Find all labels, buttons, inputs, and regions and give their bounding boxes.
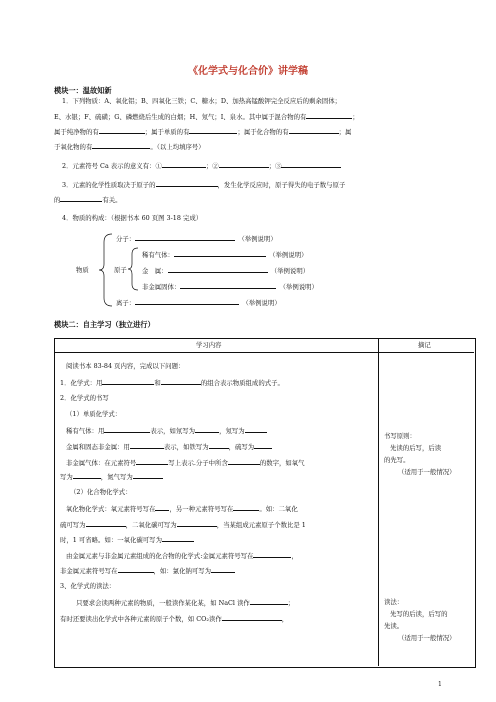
q2-line: 2．元素符号 Ca 表示的意义有：① ；② ；③ — [62, 161, 341, 170]
q1-line2: E、水银；F、硫磺；G、磷燃烧后生成的白烟；H、氖气；I、泉水。其中属于混合物的有 ； — [54, 113, 359, 121]
q4-intro: 4．物质的构成：（根据书本 60 页图 3-18 完成） — [62, 214, 203, 222]
m2-line11: 时，1 可省略。如：一氧化碳可写为 — [60, 535, 194, 544]
m2-line10: 硫可写为 ，二氧化碳可写为 ，当某组成元素原子个数比是 1 — [60, 521, 306, 529]
notes-header-line — [378, 352, 474, 353]
note1-line0: 书写原则： — [384, 432, 416, 440]
note1-line2: 的先写。 — [384, 456, 410, 464]
col-header-content: 学习内容 — [196, 341, 222, 349]
tree-root-substance: 物质 — [76, 266, 89, 274]
tree-molecule: 分子： （举例说明） — [116, 235, 277, 243]
note2-line3: （适用于一般情况） — [398, 634, 456, 642]
q3-line2: 的 有关。 — [54, 196, 122, 204]
m2-line7: 写为 ，氮气写为 — [60, 472, 163, 481]
tree-metal: 金 属： （举例说明） — [142, 267, 310, 275]
m2-line4: 稀有气体：用 表示，如氖写为 ，氖写为 — [66, 426, 267, 435]
page-title: 《化学式与化合价》讲学稿 — [188, 66, 308, 77]
q3-line1: 3．元素的化学性质取决于原子的 ，发生化学反应时，原子得失的电子数与原子 — [62, 181, 346, 189]
page-number: 1 — [438, 681, 442, 688]
m2-line1: 1．化学式：用 和 的组合表示物质组成的式子。 — [60, 379, 284, 387]
m2-line14: 3、化学式的读法： — [60, 582, 116, 590]
q1-line4: 于氧化物的有 。（以上均填序号） — [54, 143, 205, 151]
q1-line3: 属于纯净物的有 ；属于单质的有 ；属于化合物的有 ；属 — [54, 128, 352, 136]
m2-line0: 阅读书本 83-84 页内容，完成以下问题： — [66, 362, 185, 370]
m2-line6: 非金属气体：在元素符号 写上表示.分子中所含 的数字，如氧气 — [66, 459, 305, 467]
tree-rare-gas: 稀有气体： （举例说明） — [142, 251, 308, 259]
m2-line16: 有时还要读出化学式中各种元素的原子个数，如 CO₂读作 ， — [60, 615, 289, 623]
note1-line1: 先读的后写，后读 — [390, 444, 442, 452]
m2-line2: 2．化学式的书写 — [60, 394, 109, 402]
column-divider — [378, 352, 379, 666]
tree-atom: 原子 — [114, 266, 127, 274]
tree-nonmetal-solid: 非金属固体： （举例说明） — [142, 283, 318, 291]
atom-brace — [126, 246, 140, 292]
note2-line2: 先读。 — [384, 622, 404, 630]
m2-line8: （2）化合物化学式： — [70, 488, 132, 496]
note2-line1: 先写的后读，后写的 — [390, 610, 448, 618]
m2-line15: 只要求会读两种元素的物质，一般读作某化某，如 NaCl 读作 ； — [76, 599, 295, 607]
q1-line1: 1．下列物质：A、氧化铝；B、四氧化三铁；C、糖水；D、加热高锰酸钾完全反应后的剩余固体； — [62, 97, 342, 105]
note1-line3: （适用于一般情况） — [398, 468, 456, 476]
module2-heading: 模块二：自主学习（独立进行） — [54, 320, 155, 329]
m2-line13: 非金属元素符号写在 ，如：氯化钠可写为 — [60, 566, 235, 575]
tree-ion: 离子： （举例说明） — [116, 299, 281, 307]
col-header-notes: 摘记 — [418, 341, 431, 349]
m2-line12: 由金属元素与非金属元素组成的化合物的化学式:金属元素符号写在 ， — [66, 552, 298, 560]
m2-line9: 氧化物化学式：氧元素符号写在 ，另一种元素符号写在 。如：二氧化 — [66, 505, 298, 513]
note2-line0: 读法： — [384, 598, 404, 606]
substance-brace — [98, 232, 114, 308]
module1-heading: 模块一：温故知新 — [54, 86, 112, 95]
m2-line3: （1）单质化学式： — [66, 410, 122, 418]
m2-line5: 金属和固态非金属：用 表示，如铁写为 ，硫写为 — [66, 442, 272, 451]
